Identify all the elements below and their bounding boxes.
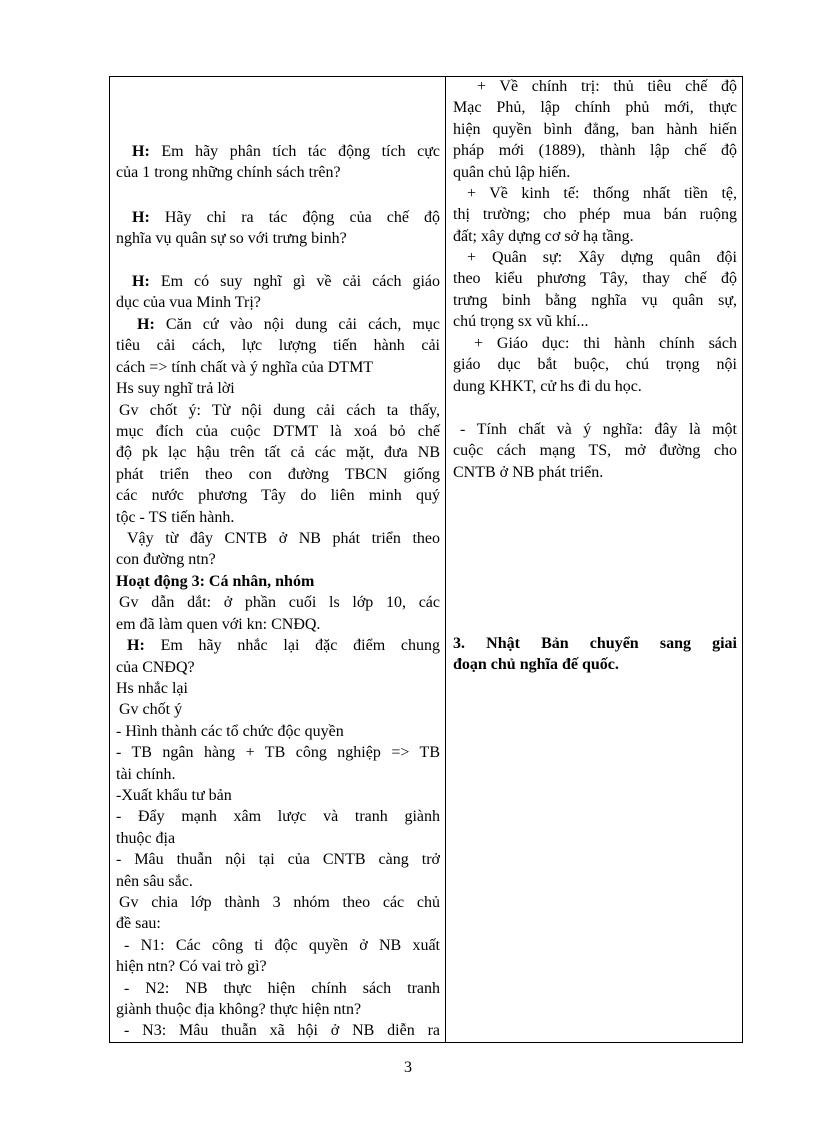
question-label: H: <box>132 209 150 226</box>
feature-item: - Mâu thuẫn nội tại của CNTB càng trở <box>116 851 440 869</box>
teacher-conclusion: Gv chốt ý <box>119 701 183 719</box>
politics-reform: + Về chính trị: thủ tiêu chế độ Mạc Phủ, lập chính phủ mới, thực hiện quyền bình đẳng, ban hành hiến pháp mới (1889), thành lập chế độ quân chủ lập hiến. <box>453 78 737 181</box>
teacher-activity-column <box>110 77 446 1042</box>
teacher-conclusion: Gv chốt ý: Từ nội dung cải cách ta thấy, <box>119 401 440 419</box>
question-label: H: <box>132 273 150 290</box>
student-answer: Hs suy nghĩ trả lời <box>116 380 235 398</box>
group-division: Gv chia lớp thành 3 nhóm theo các chủ <box>119 893 440 911</box>
group-topic: - N2: NB thực hiện chính sách tranh <box>124 979 440 997</box>
feature-item: - TB ngân hàng + TB công nghiệp => TB <box>116 744 440 762</box>
question-military-service: H: Hãy chỉ ra tác động của chế độ nghĩa vụ quân sự so với trưng binh? <box>116 209 441 248</box>
question-label: H: <box>127 637 145 655</box>
page-number: 3 <box>404 1059 412 1076</box>
economy-reform: + Về kinh tế: thống nhất tiền tệ, thị trường; cho phép mua bán ruộng đất; xây dựng cơ sở hạ tầng. <box>453 185 737 245</box>
question-education: H: Em có suy nghĩ gì về cải cách giáo dục của vua Minh Trị? <box>116 273 441 312</box>
nature-significance: - Tính chất và ý nghĩa: đây là một cuộc cách mạng TS, mở đường cho CNTB ở NB phát triển. <box>453 421 737 481</box>
teacher-intro: Gv dẫn dắt: ở phần cuối ls lớp 10, các <box>119 594 440 612</box>
military-reform: + Quân sự: Xây dựng quân đội theo kiểu phương Tây, thay chế độ trưng binh bằng nghĩa vụ quân sự, chú trọng sx vũ khí... <box>453 249 737 331</box>
feature-item: - Hình thành các tổ chức độc quyền <box>116 722 344 740</box>
question-impact: H: Em hãy phân tích tác động tích cực của 1 trong những chính sách trên? <box>116 143 441 182</box>
content-column <box>446 77 742 1042</box>
question-label: H: <box>137 316 155 333</box>
question-nature: H: Căn cứ vào nội dung cải cách, mục tiêu cải cách, lực lượng tiến hành cải cách => tính chất và ý nghĩa của DTMT Hs suy nghĩ trả lời Gv chốt ý: Từ nội dung cải cách ta thấy, mục đích của cuộc DTMT là xoá bỏ chế độ pk lạc hậu trên tất cả các mặt, đưa NB phát triển theo con đường TBCN giống các nước phương Tây do liên minh quý tộc - TS tiến hành. Vậy từ đây CNTB ở NB phát triển theo con đường ntn? Hoạt động 3: Cá nhân, nhóm Gv dẫn dắt: ở phần cuối ls lớp 10, các em đã làm quen với kn: CNĐQ. H: Em hãy nhắc lại đặc điểm chung của CNĐQ? Hs nhắc lại Gv chốt ý - Hình thành các tổ chức độc quyền - TB ngân hàng + TB công nghiệp => TB tài chính. -Xuất khẩu tư bản - Đẩy mạnh xâm lược và tranh giành thuộc địa - Mâu thuẫn nội tại của CNTB càng trở nên sâu sắc. Gv chia lớp thành 3 nhóm theo các chủ đề sau: - N1: Các công ti độc quyền ở NB xuất hiện ntn? Có vai trò gì? - N2: NB thực hiện chính sách tranh giành thuộc địa không? thực hiện ntn? - N3: Mâu thuẫn xã hội ở NB diễn ra <box>116 314 440 1042</box>
activity-heading: Hoạt động 3: Cá nhân, nhóm <box>116 572 315 590</box>
feature-item: -Xuất khẩu tư bản <box>116 786 232 804</box>
question-imperialism: H: Em hãy nhắc lại đặc điểm chung <box>127 637 441 655</box>
question-label: H: <box>132 143 150 160</box>
student-answer: Hs nhắc lại <box>116 679 188 697</box>
feature-item: - Đẩy mạnh xâm lược và tranh giành <box>116 808 440 826</box>
transition-question: Vậy từ đây CNTB ở NB phát triển theo <box>127 530 440 548</box>
group-topic: - N1: Các công ti độc quyền ở NB xuất <box>124 936 440 954</box>
lesson-table <box>109 76 743 1043</box>
education-reform: + Giáo dục: thi hành chính sách giáo dục bắt buộc, chú trọng nội dung KHKT, cử hs đi du học. <box>453 335 737 395</box>
section-heading: 3. Nhật Bản chuyển sang giai đoạn chủ nghĩa đế quốc. <box>453 635 737 674</box>
group-topic: - N3: Mâu thuẫn xã hội ở NB diễn ra <box>124 1022 440 1040</box>
